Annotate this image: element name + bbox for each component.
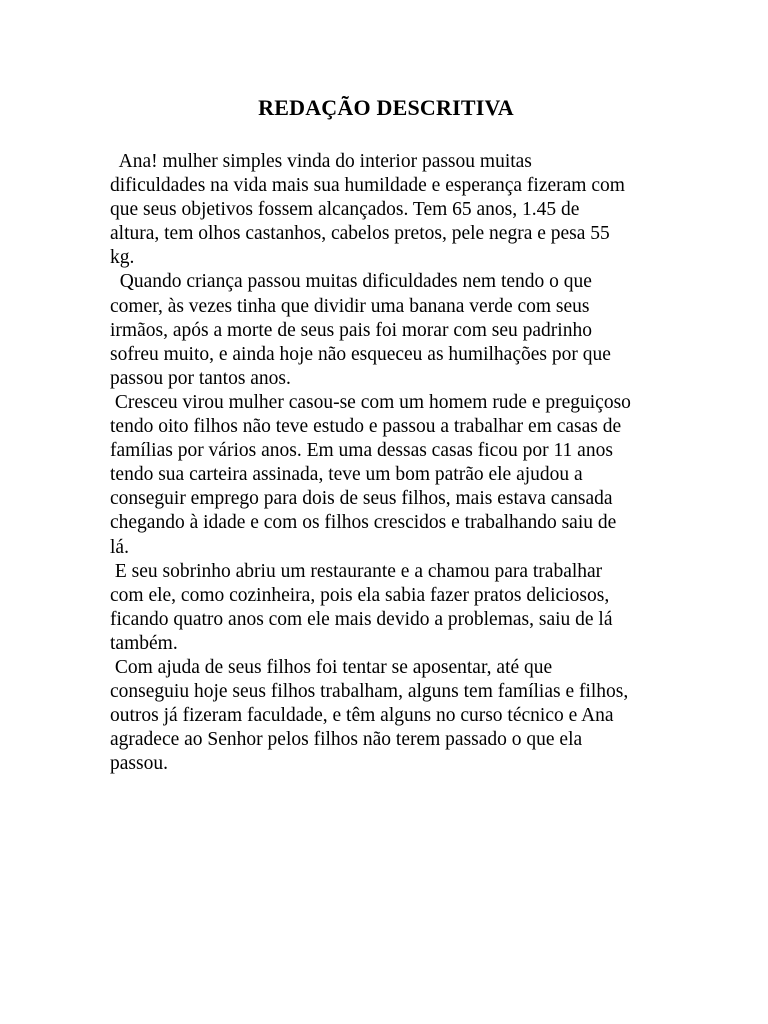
essay-body xyxy=(110,150,670,776)
text-line: passou. xyxy=(110,753,168,775)
text-line: tendo sua carteira assinada, teve um bom patrão ele ajudou a xyxy=(110,464,583,486)
text-line: que seus objetivos fossem alcançados. Tem 65 anos, 1.45 de xyxy=(110,199,580,221)
text-line: sofreu muito, e ainda hoje não esqueceu as humilhações por que xyxy=(110,343,611,365)
text-line: dificuldades na vida mais sua humildade e esperança fizeram com xyxy=(110,175,625,197)
text-line: kg. xyxy=(110,247,135,269)
text-line: Com ajuda de seus filhos foi tentar se aposentar, até que xyxy=(110,656,553,678)
text-line: outros já fizeram faculdade, e têm alguns no curso técnico e Ana xyxy=(110,705,614,727)
text-line: agradece ao Senhor pelos filhos não terem passado o que ela xyxy=(110,729,583,751)
text-line: lá. xyxy=(110,536,129,558)
text-line: chegando à idade e com os filhos crescidos e trabalhando saiu de xyxy=(110,512,617,534)
text-line: altura, tem olhos castanhos, cabelos pretos, pele negra e pesa 55 xyxy=(110,223,610,245)
text-line: famílias por vários anos. Em uma dessas casas ficou por 11 anos xyxy=(110,440,613,462)
text-line: irmãos, após a morte de seus pais foi morar com seu padrinho xyxy=(110,319,592,341)
text-line: Quando criança passou muitas dificuldades nem tendo o que xyxy=(110,271,592,293)
text-line: Cresceu virou mulher casou-se com um homem rude e preguiçoso xyxy=(110,391,631,413)
text-line: com ele, como cozinheira, pois ela sabia fazer pratos deliciosos, xyxy=(110,584,610,606)
text-line: tendo oito filhos não teve estudo e passou a trabalhar em casas de xyxy=(110,416,622,438)
document-title: REDAÇÃO DESCRITIVA xyxy=(258,95,514,120)
text-line: comer, às vezes tinha que dividir uma banana verde com seus xyxy=(110,295,590,317)
text-line: também. xyxy=(110,632,178,654)
text-line: passou por tantos anos. xyxy=(110,367,291,389)
text-line: conseguiu hoje seus filhos trabalham, alguns tem famílias e filhos, xyxy=(110,681,629,703)
text-line: Ana! mulher simples vinda do interior passou muitas xyxy=(110,151,532,172)
text-line: conseguir emprego para dois de seus filhos, mais estava cansada xyxy=(110,488,613,510)
text-line: E seu sobrinho abriu um restaurante e a chamou para trabalhar xyxy=(110,560,603,582)
text-line: ficando quatro anos com ele mais devido a problemas, saiu de lá xyxy=(110,608,613,630)
